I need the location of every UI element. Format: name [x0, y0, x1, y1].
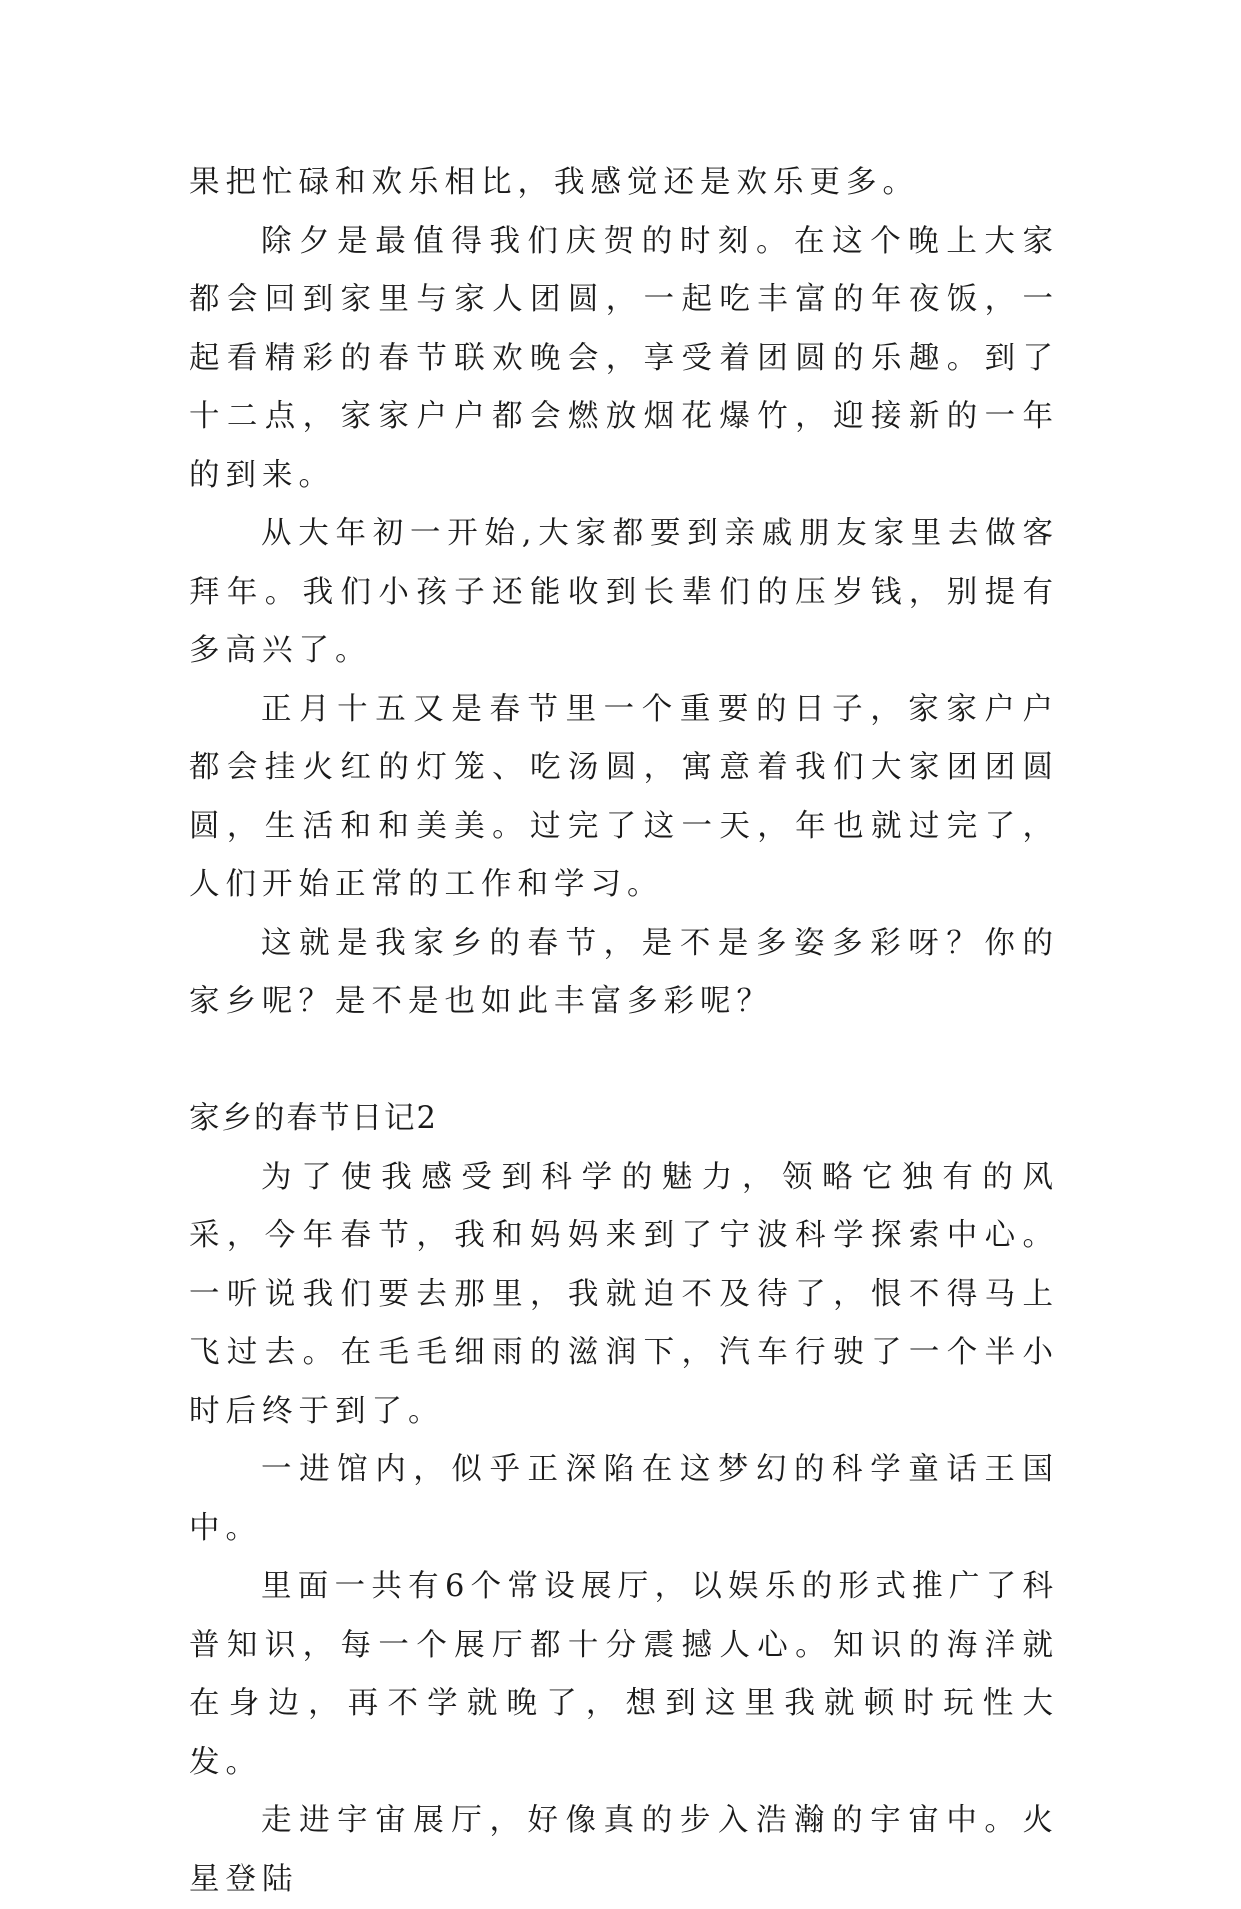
paragraph-universe-hall: 走进宇宙展厅，好像真的步入浩瀚的宇宙中。火星登陆	[189, 1803, 1059, 1897]
section-title: 家乡的春节日记2	[189, 1101, 438, 1136]
paragraph-science-center-intro: 为了使我感受到科学的魅力，领略它独有的风采，今年春节，我和妈妈来到了宁波科学探索中心。一听说我们要去那里，我就迫不及待了，恨不得马上飞过去。在毛毛细雨的滋润下，汽车行驶了一个半小时后终于到了。	[189, 1159, 1059, 1429]
paragraph-exhibition-halls: 里面一共有6个常设展厅，以娱乐的形式推广了科普知识，每一个展厅都十分震撼人心。知识的海洋就在身边，再不学就晚了，想到这里我就顿时玩性大发。	[189, 1569, 1059, 1780]
paragraph-first-day: 从大年初一开始,大家都要到亲戚朋友家里去做客拜年。我们小孩子还能收到长辈们的压岁钱，别提有多高兴了。	[189, 516, 1059, 668]
paragraph-entering-hall: 一进馆内，似乎正深陷在这梦幻的科学童话王国中。	[189, 1452, 1059, 1546]
document-body	[189, 154, 1059, 1909]
paragraph-lantern-festival: 正月十五又是春节里一个重要的日子，家家户户都会挂火红的灯笼、吃汤圆，寓意着我们大家团团圆圆，生活和和美美。过完了这一天，年也就过完了，人们开始正常的工作和学习。	[189, 691, 1059, 902]
paragraph-closing: 这就是我家乡的春节，是不是多姿多彩呀？你的家乡呢？是不是也如此丰富多彩呢？	[189, 925, 1059, 1019]
section-spacer	[189, 1032, 1059, 1091]
paragraph-new-years-eve: 除夕是最值得我们庆贺的时刻。在这个晚上大家都会回到家里与家人团圆，一起吃丰富的年夜饭，一起看精彩的春节联欢晚会，享受着团圆的乐趣。到了十二点，家家户户都会燃放烟花爆竹，迎接新的一年的到来。	[189, 223, 1059, 493]
paragraph-continuation: 果把忙碌和欢乐相比，我感觉还是欢乐更多。	[189, 165, 919, 200]
